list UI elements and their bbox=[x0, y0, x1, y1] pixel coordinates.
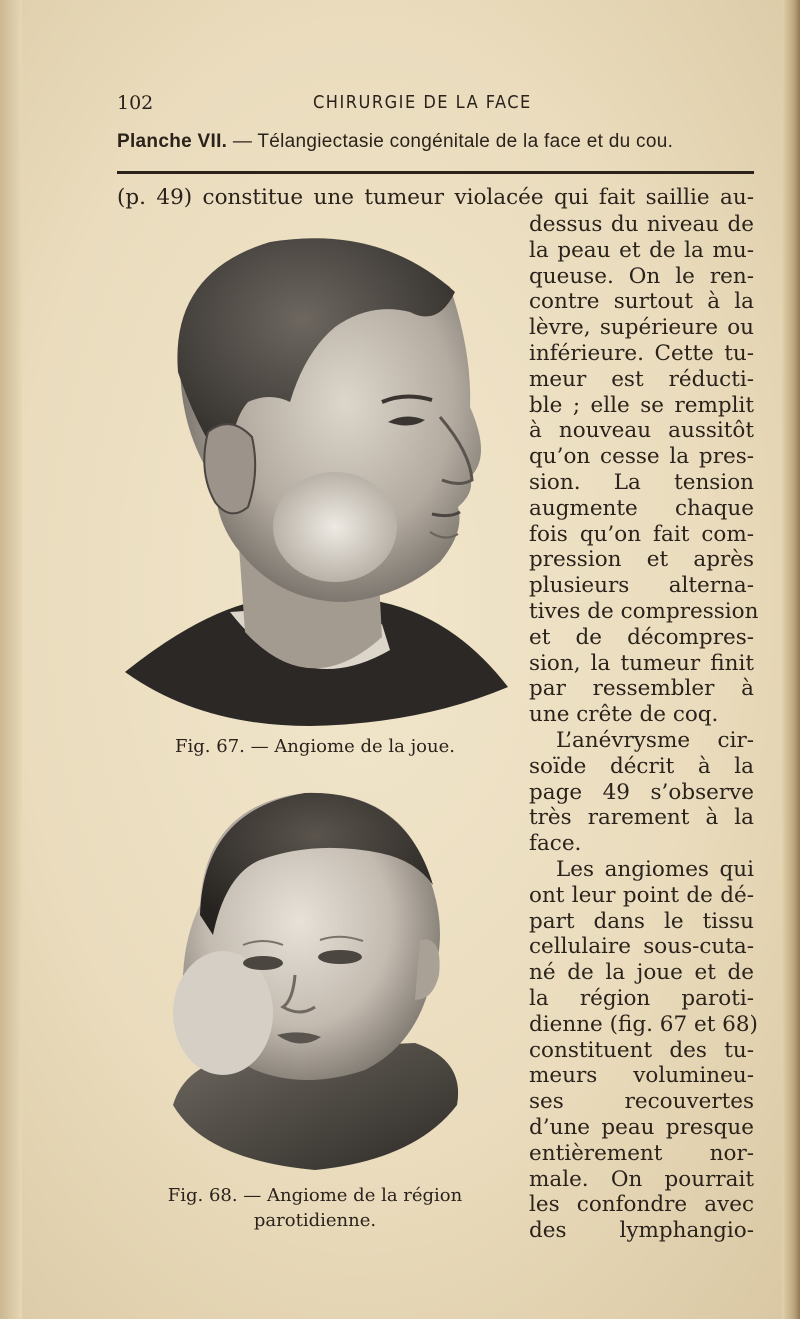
body-column-line: ont leur point de dé- bbox=[529, 882, 754, 908]
body-column-line: soïde décrit à la bbox=[529, 753, 754, 779]
body-column-line: meurs volumineu- bbox=[529, 1063, 754, 1089]
body-column-line: ses recouvertes bbox=[529, 1089, 754, 1115]
body-column-line: entièrement nor- bbox=[529, 1140, 754, 1166]
body-column-line: part dans le tissu bbox=[529, 908, 754, 934]
body-column-line: ble ; elle se remplit bbox=[529, 392, 754, 418]
figure-68-photo bbox=[165, 785, 465, 1175]
body-column-line: constituent des tu- bbox=[529, 1037, 754, 1063]
header-rule bbox=[117, 171, 754, 174]
body-column-line: contre surtout à la bbox=[529, 289, 754, 315]
running-title: CHIRURGIE DE LA FACE bbox=[313, 92, 532, 113]
page-number: 102 bbox=[117, 92, 154, 114]
figure-67-photo bbox=[120, 232, 512, 730]
body-column-line: les confondre avec bbox=[529, 1192, 754, 1218]
body-column-line: la région paroti- bbox=[529, 986, 754, 1011]
body-column-line: cellulaire sous-cuta- bbox=[529, 934, 754, 960]
body-column-line: Les angiomes qui bbox=[556, 857, 754, 882]
body-column-line: fois qu’on fait com- bbox=[529, 521, 754, 547]
body-column-line: plusieurs alterna- bbox=[529, 573, 754, 599]
body-column-line: inférieure. Cette tu- bbox=[529, 341, 754, 366]
page-right-edge bbox=[782, 0, 800, 1319]
body-column-line: lèvre, supérieure ou bbox=[529, 315, 754, 341]
plate-title bbox=[117, 131, 757, 153]
body-column-line: d’une peau presque bbox=[529, 1115, 754, 1140]
body-column-line: queuse. On le ren- bbox=[529, 263, 754, 289]
body-column-line: pression et après bbox=[529, 547, 754, 573]
body-column-line: sion, la tumeur finit bbox=[529, 650, 754, 676]
body-column-line: L’anévrysme cir- bbox=[556, 728, 754, 753]
body-column-line: sion. La tension bbox=[529, 470, 754, 495]
body-column-line: male. On pourrait bbox=[529, 1166, 754, 1192]
figure-68-caption-line-1: Fig. 68. — Angiome de la région bbox=[167, 1185, 463, 1206]
body-column-line: qu’on cesse la pres- bbox=[529, 444, 754, 470]
body-column-line: dienne (fig. 67 et 68) bbox=[529, 1011, 758, 1037]
body-column-line: des lymphangio- bbox=[529, 1218, 754, 1244]
body-first-line: (p. 49) constitue une tumeur violacée qui fait saillie au- bbox=[117, 185, 754, 210]
plate-label: Planche VII. bbox=[117, 131, 228, 152]
body-column-line: et de décompres- bbox=[529, 624, 754, 650]
body-column-line: une crête de coq. bbox=[529, 702, 719, 728]
body-column-line: né de la joue et de bbox=[529, 960, 754, 986]
body-column-line: à nouveau aussitôt bbox=[529, 418, 754, 444]
body-column-line: page 49 s’observe bbox=[529, 779, 754, 805]
body-column-line: par ressembler à bbox=[529, 676, 754, 702]
body-column-line: dessus du niveau de bbox=[529, 212, 754, 237]
body-column-line: face. bbox=[529, 831, 582, 857]
plate-text: — Télangiectasie congénitale de la face et du cou. bbox=[227, 131, 674, 152]
body-column-line: augmente chaque bbox=[529, 495, 754, 521]
body-column-line: meur est réducti- bbox=[529, 366, 754, 392]
body-column-line: tives de compression bbox=[529, 599, 759, 624]
body-column-line: très rarement à la bbox=[529, 805, 754, 831]
figure-67-caption: Fig. 67. — Angiome de la joue. bbox=[175, 736, 455, 757]
body-column-line: la peau et de la mu- bbox=[529, 237, 754, 263]
figure-68-caption-line-2: parotidienne. bbox=[253, 1210, 377, 1231]
page-left-edge bbox=[0, 0, 22, 1319]
